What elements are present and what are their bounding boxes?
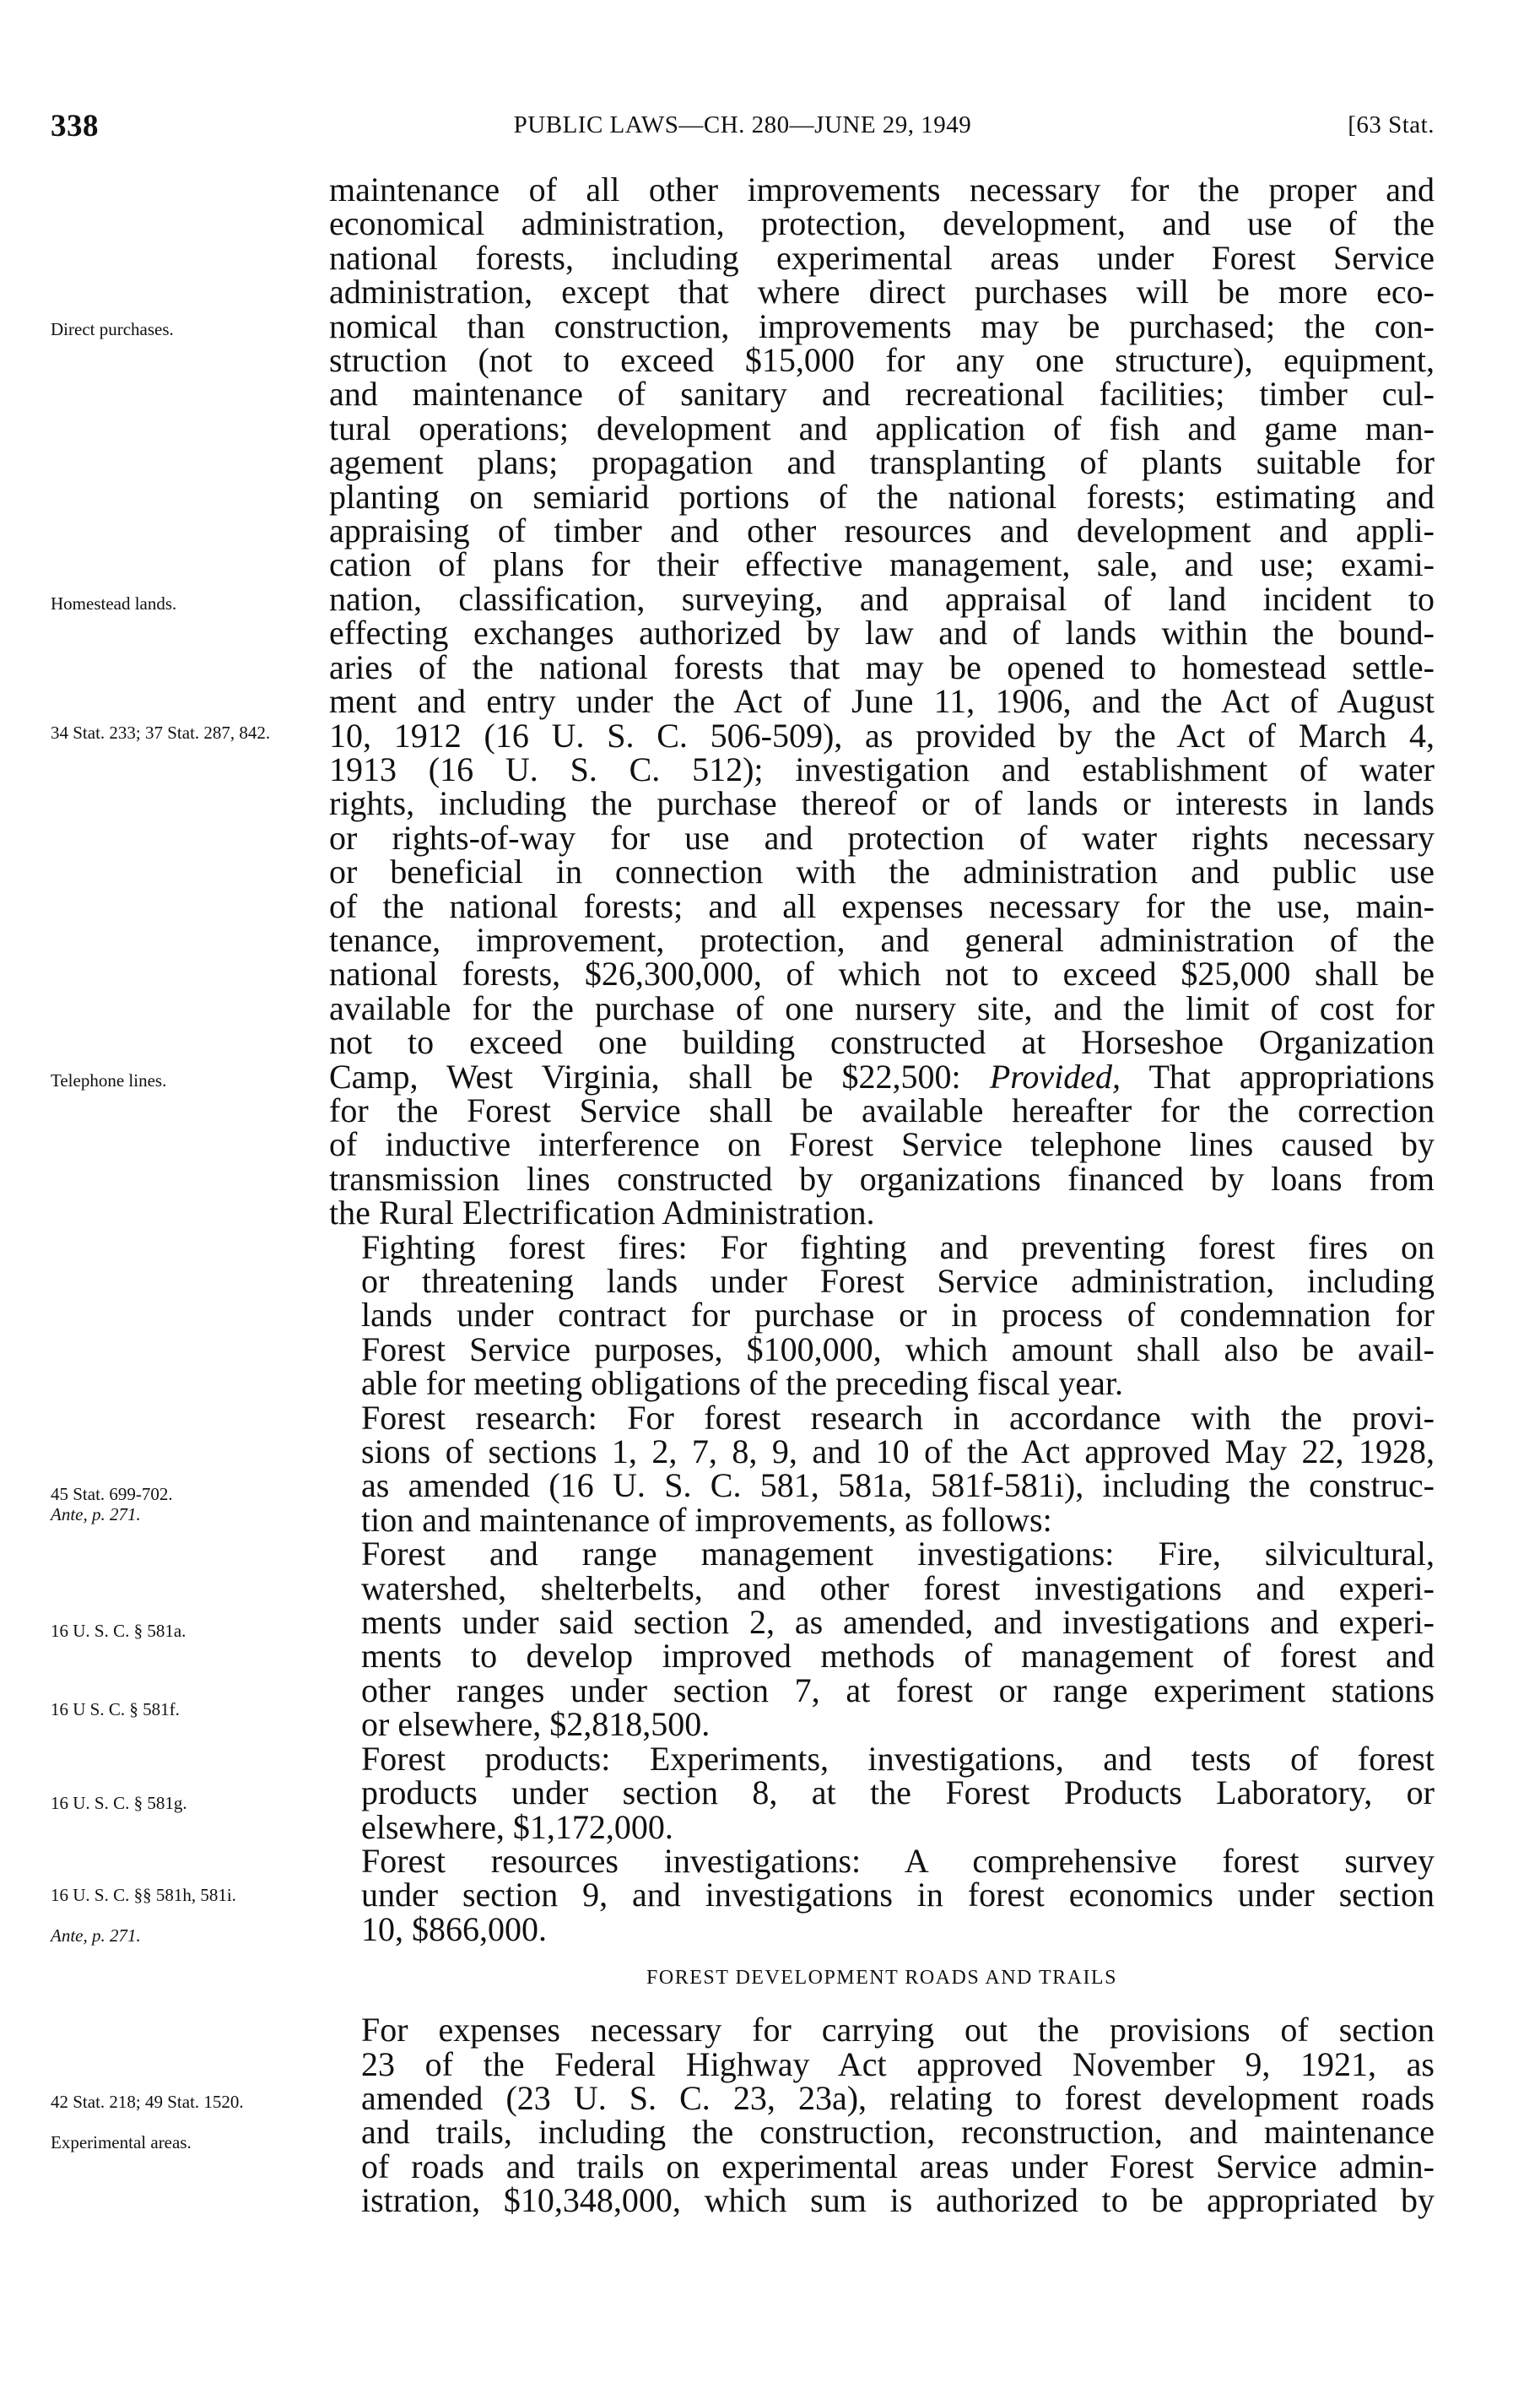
text-line: lands under contract for purchase or in process of condemnation for <box>361 1296 1435 1335</box>
paragraph-fighting-forest-fires <box>329 1227 1435 1403</box>
text-line: tion and maintenance of improvements, as follows: <box>361 1500 1052 1539</box>
text-line: or rights-of-way for use and protection of water rights necessary <box>329 818 1435 857</box>
text-line: effecting exchanges authorized by law and of lands within the bound- <box>329 614 1435 652</box>
text-line: Forest resources investigations: A comprehensive forest survey <box>361 1841 1435 1880</box>
margin-note-stat-citation: 45 Stat. 699-702. <box>51 1484 173 1504</box>
text-line: struction (not to exceed $15,000 for any one structure), equipment, <box>329 341 1435 380</box>
text-line: nation, classification, surveying, and appraisal of land incident to <box>329 579 1435 618</box>
text-line: ments under said section 2, as amended, and investigations and experi- <box>361 1603 1435 1642</box>
margin-note-stat-citation: 42 Stat. 218; 49 Stat. 1520. <box>51 2092 244 2112</box>
text-line: or beneficial in connection with the administration and public use <box>329 853 1435 891</box>
document-body <box>329 173 1435 2218</box>
margin-note-stat-citation: 34 Stat. 233; 37 Stat. 287, 842. <box>51 723 271 743</box>
text-line: Fighting forest fires: For fighting and preventing forest fires on <box>361 1227 1435 1266</box>
margin-note-ante-reference: Ante, p. 271. <box>51 1504 141 1524</box>
text-line: available for the purchase of one nursery site, and the limit of cost for <box>329 988 1435 1027</box>
text-line <box>329 1057 1435 1096</box>
text-line: amended (23 U. S. C. 23, 23a), relating to forest development roads <box>361 2078 1435 2117</box>
text-line: rights, including the purchase thereof or of lands or interests in lands <box>329 784 1435 823</box>
margin-note-experimental-areas: Experimental areas. <box>51 2132 192 2152</box>
paragraph-roads-and-trails <box>329 2011 1435 2220</box>
margin-note-usc-citation: 16 U. S. C. § 581a. <box>51 1621 186 1641</box>
text-line: national forests, $26,300,000, of which not to exceed $25,000 shall be <box>329 955 1435 994</box>
text-line: For expenses necessary for carrying out the provisions of section <box>361 2011 1435 2049</box>
margin-note-usc-citation: 16 U. S. C. § 581g. <box>51 1793 187 1813</box>
paragraph-forest-resources <box>329 1841 1435 1948</box>
running-title: PUBLIC LAWS—CH. 280—JUNE 29, 1949 <box>513 111 972 138</box>
margin-note-usc-citation: 16 U S. C. § 581f. <box>51 1699 180 1719</box>
text-run: Camp, West Virginia, shall be $22,500: <box>329 1057 990 1096</box>
paragraph-range-management <box>329 1535 1435 1744</box>
text-line: ment and entry under the Act of June 11, 1906, and the Act of August <box>329 682 1435 721</box>
text-line: of roads and trails on experimental areas under Forest Service admin- <box>361 2147 1435 2185</box>
text-line: nomical than construction, improvements may be purchased; the con- <box>329 306 1435 345</box>
text-line: administration, except that where direct purchases will be more eco- <box>329 273 1435 311</box>
text-line: 23 of the Federal Highway Act approved November 9, 1921, as <box>361 2044 1435 2083</box>
text-line: ments to develop improved methods of management of forest and <box>361 1637 1435 1676</box>
text-line: and trails, including the construction, reconstruction, and maintenance <box>361 2113 1435 2152</box>
section-heading: FOREST DEVELOPMENT ROADS AND TRAILS <box>646 1967 1117 1990</box>
text-line: 1913 (16 U. S. C. 512); investigation and establishment of water <box>329 750 1435 788</box>
text-line: Forest products: Experiments, investigations, and tests of forest <box>361 1739 1435 1778</box>
volume-citation: [63 Stat. <box>1348 111 1435 138</box>
proviso-term: Provided, <box>989 1057 1121 1096</box>
text-line: of inductive interference on Forest Service telephone lines caused by <box>329 1125 1435 1164</box>
text-line: or elsewhere, $2,818,500. <box>361 1705 711 1744</box>
text-line: tenance, improvement, protection, and general administration of the <box>329 920 1435 959</box>
text-line: cation of plans for their effective management, sale, and use; exami- <box>329 545 1435 584</box>
margin-note-usc-citation: 16 U. S. C. §§ 581h, 581i. <box>51 1885 236 1905</box>
text-line: economical administration, protection, development, and use of the <box>329 204 1435 243</box>
text-line: watershed, shelterbelts, and other forest investigations and experi- <box>361 1568 1435 1607</box>
page-header <box>51 108 1435 152</box>
text-line: aries of the national forests that may be opened to homestead settle- <box>329 647 1435 686</box>
margin-note-ante-reference: Ante, p. 271. <box>51 1925 141 1946</box>
text-line: not to exceed one building constructed at Horseshoe Organization <box>329 1023 1435 1062</box>
text-run: That appropriations <box>1120 1057 1435 1096</box>
text-line: and maintenance of sanitary and recreational facilities; timber cul- <box>329 375 1435 414</box>
text-line: or threatening lands under Forest Service administration, including <box>361 1262 1435 1300</box>
text-line: istration, $10,348,000, which sum is authorized to be appropriated by <box>361 2181 1435 2220</box>
margin-note-direct-purchases: Direct purchases. <box>51 319 174 339</box>
text-line: for the Forest Service shall be available hereafter for the correction <box>329 1091 1435 1129</box>
text-line: as amended (16 U. S. C. 581, 581a, 581f-581i), including the construc- <box>361 1466 1435 1505</box>
text-line: transmission lines constructed by organizations financed by loans from <box>329 1159 1435 1198</box>
paragraph-forest-products <box>329 1739 1435 1846</box>
text-line: appraising of timber and other resources and development and appli- <box>329 512 1435 550</box>
text-line: 10, $866,000. <box>361 1909 547 1948</box>
text-line: products under section 8, at the Forest Products Laboratory, or <box>361 1773 1435 1812</box>
margin-note-telephone-lines: Telephone lines. <box>51 1070 167 1091</box>
text-line: able for meeting obligations of the preceding fiscal year. <box>361 1364 1124 1403</box>
text-line: 10, 1912 (16 U. S. C. 506-509), as provided by the Act of March 4, <box>329 716 1435 755</box>
text-line: under section 9, and investigations in forest economics under section <box>361 1876 1435 1914</box>
text-line: elsewhere, $1,172,000. <box>361 1807 673 1846</box>
text-line: the Rural Electrification Administration. <box>329 1194 875 1232</box>
text-line: national forests, including experimental areas under Forest Service <box>329 238 1435 277</box>
text-line: other ranges under section 7, at forest or range experiment stations <box>361 1670 1435 1709</box>
text-line: tural operations; development and application of fish and game man- <box>329 409 1435 447</box>
paragraph-improvements <box>329 173 1435 1231</box>
text-line: sions of sections 1, 2, 7, 8, 9, and 10 of the Act approved May 22, 1928, <box>361 1432 1435 1471</box>
text-line: planting on semiarid portions of the national forests; estimating and <box>329 477 1435 516</box>
text-line: agement plans; propagation and transplanting of plants suitable for <box>329 443 1435 482</box>
text-line: of the national forests; and all expenses necessary for the use, main- <box>329 886 1435 925</box>
margin-note-homestead-lands: Homestead lands. <box>51 593 177 614</box>
text-line: Forest research: For forest research in accordance with the provi- <box>361 1398 1435 1437</box>
text-line: Forest and range management investigations: Fire, silvicultural, <box>361 1535 1435 1573</box>
text-line: Forest Service purposes, $100,000, which amount shall also be avail- <box>361 1329 1435 1368</box>
text-line: maintenance of all other improvements necessary for the proper and <box>329 171 1435 208</box>
paragraph-forest-research <box>329 1398 1435 1539</box>
page-number: 338 <box>51 109 99 143</box>
